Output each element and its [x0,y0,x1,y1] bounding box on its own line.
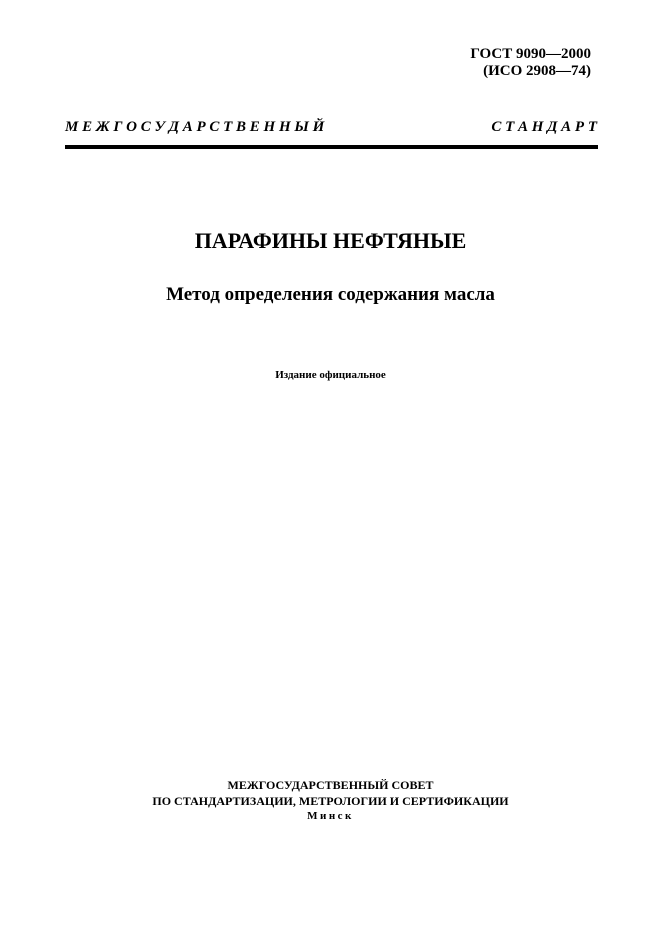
header-divider [65,145,598,149]
gost-number: ГОСТ 9090—2000 [470,46,591,62]
publisher-line-1: МЕЖГОСУДАРСТВЕННЫЙ СОВЕТ [227,778,434,792]
publisher-block [0,778,661,825]
document-designation [470,46,591,80]
standard-type-word-interstate: М Е Ж Г О С У Д А Р С Т В Е Н Н Ы Й [65,119,325,135]
publisher-line-2: ПО СТАНДАРТИЗАЦИИ, МЕТРОЛОГИИ И СЕРТИФИКАЦИИ [152,793,509,808]
iso-number: (ИСО 2908—74) [483,63,591,79]
publisher-city: Минск [307,810,354,822]
edition-note: Издание официальное [275,369,386,381]
standard-type-header [65,118,597,136]
document-subtitle: Метод определения содержания масла [166,284,495,305]
document-title: ПАРАФИНЫ НЕФТЯНЫЕ [194,228,467,253]
standard-type-word-standard: С Т А Н Д А Р Т [491,119,597,135]
